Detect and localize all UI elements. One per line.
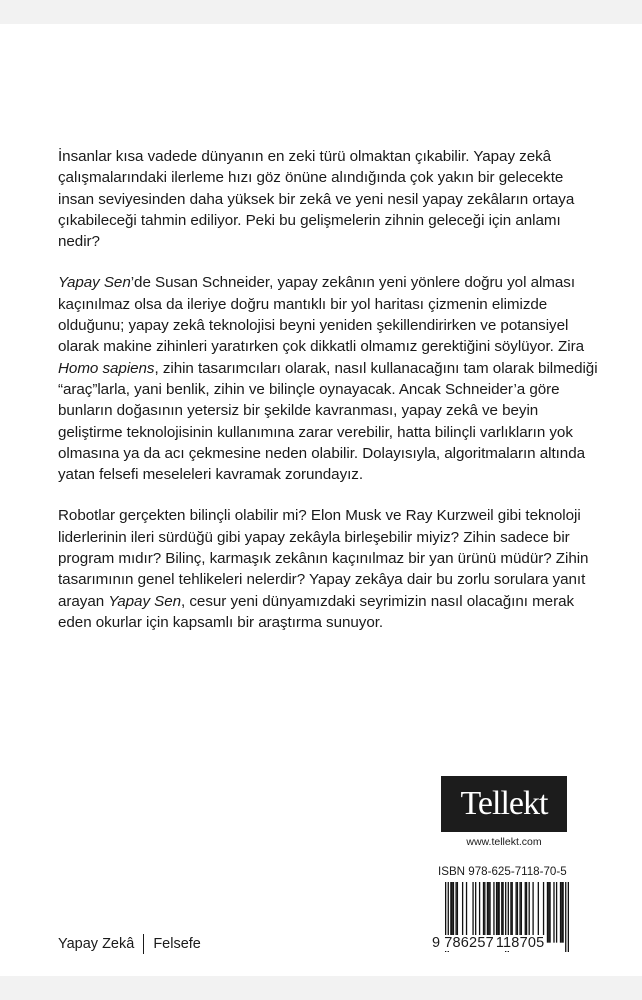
barcode-bar: [515, 882, 516, 943]
blurb-paragraph-3-part-a: Robotlar gerçekten bilinçli olabilir mi? Elon Musk ve Ray Kurzweil gibi teknoloji liderlerinin ileri sürdüğü gibi yapay zekâyla birleşebilir miyiz? Zihin sadece bir program mıdır? Bilinç, karmaşık zekânın kaçınılmaz bir yan ürünü müdür? Zihin tasarımının genel tehlikeleri nelerdir? Yapay zekâya dair bu zorlu sorulara yanıt arayan: [58, 507, 589, 610]
barcode-bar: [561, 882, 562, 943]
book-title-italic-2: Yapay Sen: [108, 592, 182, 610]
barcode-bar: [462, 882, 463, 943]
book-title-italic: Yapay Sen: [58, 274, 131, 292]
barcode-bar: [510, 882, 511, 943]
barcode-bar: [529, 882, 530, 943]
barcode-digits-left: 786257: [444, 935, 494, 951]
barcode-bar: [553, 882, 554, 943]
category-separator: [143, 934, 144, 954]
barcode-bar: [512, 882, 513, 943]
barcode-bar: [519, 882, 520, 943]
barcode-bar: [532, 882, 533, 943]
barcode-bar: [466, 882, 467, 943]
barcode-bar: [452, 882, 453, 943]
barcode-bar: [487, 882, 488, 943]
back-cover: [0, 24, 642, 976]
barcode-bar: [488, 882, 489, 943]
barcode-digits: [432, 935, 570, 951]
species-italic: Homo sapiens: [58, 359, 155, 377]
barcode-bar: [457, 882, 458, 943]
barcode-bar: [479, 882, 480, 943]
category-ai: Yapay Zekâ: [58, 936, 135, 952]
publisher-url: www.tellekt.com: [466, 836, 542, 848]
blurb-paragraph-2-part-b: , zihin tasarımcıları olarak, nasıl kullanacağını tam olarak bilmediği “araç”larla, yani benlik, zihin ve bilinçle oynayacak. Ancak Schneider’a göre bunların doğasının yetersiz bir şekilde kavranması, yapay zekâ ve beyin geliştirme teknolojisinin kullanımına zarar verebilir, hatta bilinçli varlıkların yok olmasına ya da acı çekmesine neden olabilir. Dolayısıyla, algoritmaların altında yatan felsefi meseleleri kavramak zorundayız.: [58, 359, 598, 484]
barcode-bar: [562, 882, 563, 943]
barcode-bar: [501, 882, 502, 943]
blurb-paragraph-3: [58, 505, 598, 633]
blurb-paragraph-2-part-a: ’de Susan Schneider, yapay zekânın yeni yönlere doğru yol alması kaçınılmaz olsa da ileriye doğru mantıklı bir yol haritası çizmenin elimizde olduğunu; yapay zekâ teknolojisi beyni yeniden şekillendirirken ve potansiyel olarak makine zihinleri yaratırken çok dikkatli olmamız gerektiğini söylüyor. Zira: [58, 274, 584, 356]
barcode-bar: [548, 882, 549, 943]
blurb-text: [58, 146, 598, 633]
barcode-bar: [493, 882, 494, 943]
barcode-bar: [560, 882, 561, 943]
category-philosophy: Felsefe: [153, 936, 201, 952]
barcode-bar: [502, 882, 503, 943]
barcode-digits-right: 118705: [495, 935, 545, 951]
barcode-bar: [475, 882, 476, 943]
isbn-label: ISBN 978-625-7118-70-5: [438, 865, 567, 878]
barcode-bar: [483, 882, 484, 943]
barcode-bar: [489, 882, 490, 943]
barcode-first-digit: 9: [432, 935, 441, 951]
barcode-bar: [549, 882, 550, 943]
blurb-paragraph-1: İnsanlar kısa vadede dünyanın en zeki türü olmaktan çıkabilir. Yapay zekâ çalışmalarındaki ilerleme hızı göz önüne alındığında çok yakın bir gelecekte insan seviyesinden daha yüksek bir zekâ ve yeni nesil yapay zekâların ortaya çıkabileceği tahmin ediliyor. Peki bu gelişmelerin zihnin geleceği için anlamı nedir?: [58, 148, 575, 251]
barcode-bar: [547, 882, 548, 943]
barcode-bar: [543, 882, 544, 943]
publisher-logo-text: Tellekt: [460, 785, 548, 822]
barcode-bar: [472, 882, 473, 943]
barcode-bar: [484, 882, 485, 943]
barcode-bar: [453, 882, 454, 943]
barcode-bar: [455, 882, 456, 943]
barcode-bar: [521, 882, 522, 943]
barcode-bar: [556, 882, 557, 943]
blurb-paragraph-3-part-b: , cesur yeni dünyamızdaki seyrimizin nasıl olacağını merak eden okurlar için kapsamlı bir araştırma sunuyor.: [58, 592, 575, 631]
blurb-paragraph-2: [58, 272, 598, 485]
category-line: [58, 934, 201, 954]
barcode-bar: [450, 882, 451, 943]
publisher-logo: [441, 776, 567, 832]
barcode-bar: [526, 882, 527, 943]
barcode-bar: [497, 882, 498, 943]
barcode-bar: [496, 882, 497, 943]
barcode-bar: [517, 882, 518, 943]
barcode-bar: [499, 882, 500, 943]
barcode-bar: [525, 882, 526, 943]
barcode-bar: [538, 882, 539, 943]
